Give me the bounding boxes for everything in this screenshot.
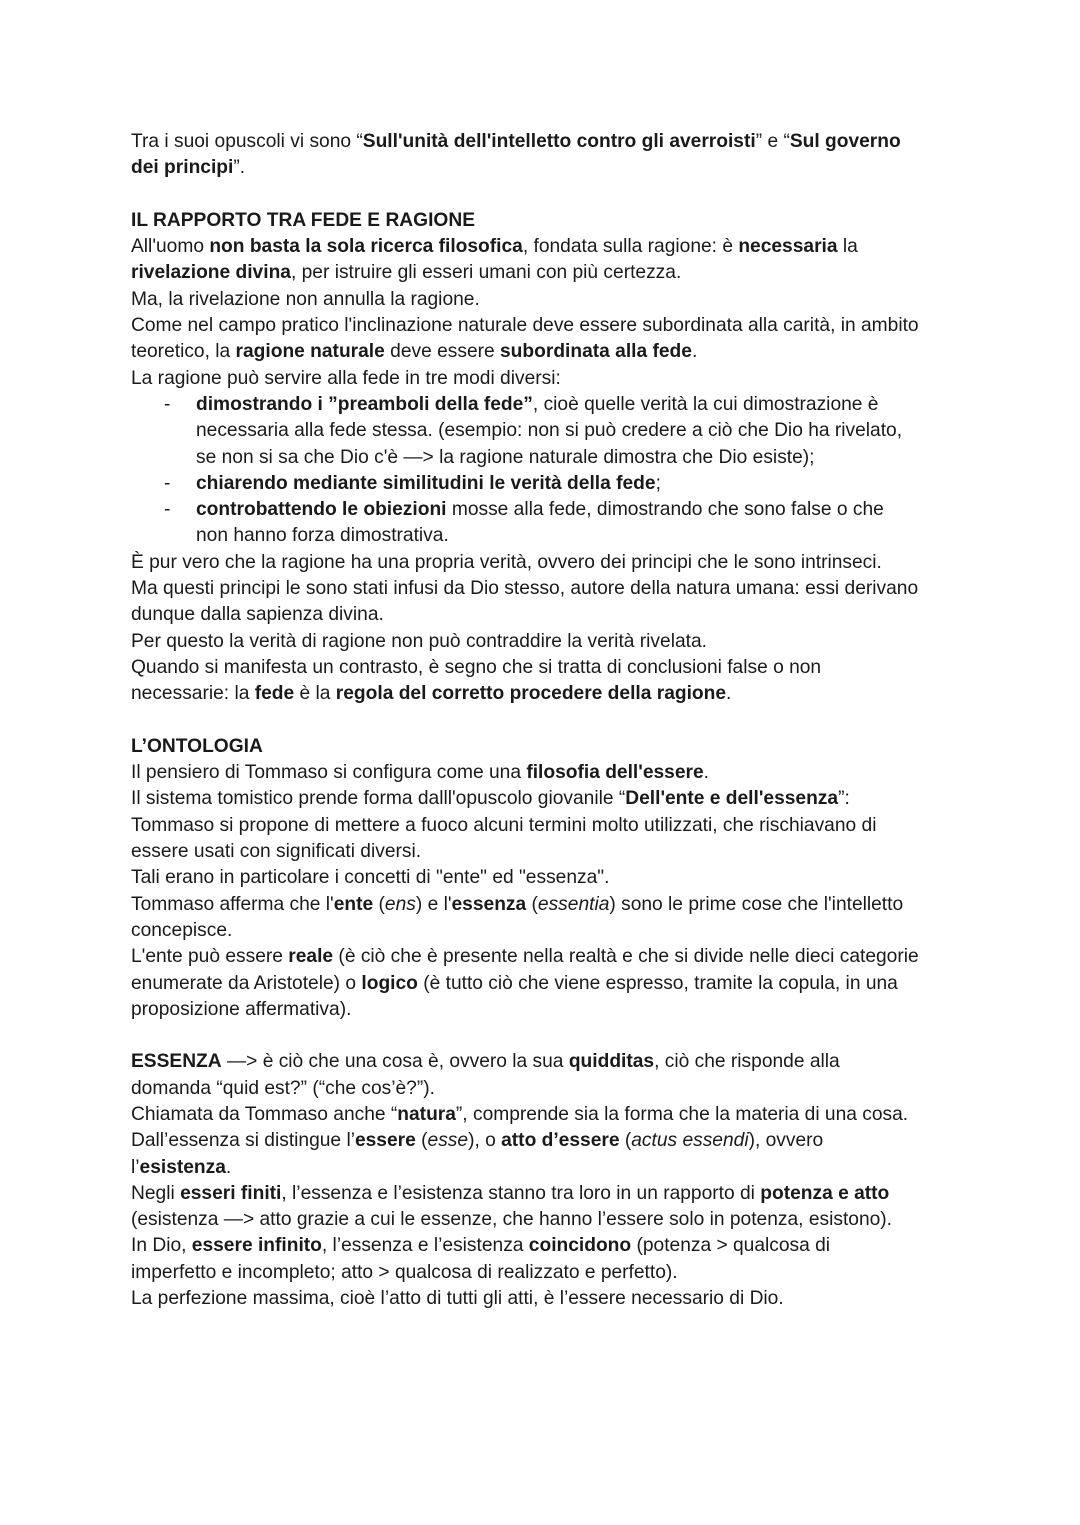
list-item: - chiarendo mediante similitudini le verità della fede; bbox=[131, 471, 961, 497]
paragraph-line: La ragione può servire alla fede in tre modi diversi: bbox=[131, 367, 561, 389]
paragraph-line: proposizione affermativa). bbox=[131, 998, 352, 1020]
paragraph-line: Il sistema tomistico prende forma dalll'opuscolo giovanile “Dell'ente e dell'essenza”: bbox=[131, 788, 850, 810]
paragraph-line: Ma questi principi le sono stati infusi da Dio stesso, autore della natura umana: essi derivano bbox=[131, 578, 919, 600]
paragraph-line: In Dio, essere infinito, l’essenza e l’esistenza coincidono (potenza > qualcosa di bbox=[131, 1235, 831, 1257]
list-item: - dimostrando i ”preamboli della fede”, cioè quelle verità la cui dimostrazione è bbox=[131, 392, 961, 418]
paragraph-line: concepisce. bbox=[131, 919, 233, 941]
paragraph-line: Il pensiero di Tommaso si configura come una filosofia dell'essere. bbox=[131, 762, 709, 784]
paragraph-line: Quando si manifesta un contrasto, è segno che si tratta di conclusioni false o non bbox=[131, 656, 822, 678]
paragraph-line: L'ente può essere reale (è ciò che è presente nella realtà e che si divide nelle dieci categorie bbox=[131, 946, 919, 968]
paragraph-line: Negli esseri finiti, l’essenza e l’esistenza stanno tra loro in un rapporto di potenza e atto bbox=[131, 1182, 890, 1204]
section-heading-ontologia: L’ONTOLOGIA bbox=[131, 735, 263, 757]
paragraph-line: essere usati con significati diversi. bbox=[131, 841, 422, 863]
list-item-continuation: se non si sa che Dio c'è —> la ragione naturale dimostra che Dio esiste); bbox=[196, 446, 815, 468]
paragraph-line: È pur vero che la ragione ha una propria verità, ovvero dei principi che le sono intrinseci. bbox=[131, 551, 882, 573]
paragraph-line: teoretico, la ragione naturale deve essere subordinata alla fede. bbox=[131, 341, 698, 363]
paragraph-line: All'uomo non basta la sola ricerca filosofica, fondata sulla ragione: è necessaria la bbox=[131, 236, 858, 258]
paragraph-line: Dall’essenza si distingue l’essere (esse), o atto d’essere (actus essendi), ovvero bbox=[131, 1130, 824, 1152]
paragraph-line: imperfetto e incompleto; atto > qualcosa di realizzato e perfetto). bbox=[131, 1261, 678, 1283]
paragraph-line: La perfezione massima, cioè l’atto di tutti gli atti, è l’essere necessario di Dio. bbox=[131, 1288, 784, 1310]
paragraph-line: necessarie: la fede è la regola del corretto procedere della ragione. bbox=[131, 683, 732, 705]
paragraph-line: Tommaso si propone di mettere a fuoco alcuni termini molto utilizzati, che rischiavano di bbox=[131, 814, 877, 836]
list-dash: - bbox=[164, 393, 171, 415]
paragraph-line: domanda “quid est?” (“che cos’è?”). bbox=[131, 1077, 435, 1099]
section-heading-fede-ragione: IL RAPPORTO TRA FEDE E RAGIONE bbox=[131, 209, 475, 231]
paragraph-line: Come nel campo pratico l'inclinazione naturale deve essere subordinata alla carità, in ambito bbox=[131, 315, 919, 337]
paragraph-line: Tommaso afferma che l'ente (ens) e l'essenza (essentia) sono le prime cose che l'intelletto bbox=[131, 893, 904, 915]
list-dash: - bbox=[164, 499, 171, 521]
paragraph-line: Per questo la verità di ragione non può contraddire la verità rivelata. bbox=[131, 630, 707, 652]
paragraph-line: dei principi”. bbox=[131, 157, 246, 179]
paragraph-line: Tra i suoi opuscoli vi sono “Sull'unità dell'intelletto contro gli averroisti” e “Sul governo bbox=[131, 131, 901, 152]
section-essenza-intro: ESSENZA —> è ciò che una cosa è, ovvero la sua quidditas, ciò che risponde alla bbox=[131, 1051, 840, 1073]
paragraph-line: Chiamata da Tommaso anche “natura”, comprende sia la forma che la materia di una cosa. bbox=[131, 1103, 909, 1125]
list-item-continuation: non hanno forza dimostrativa. bbox=[196, 525, 449, 547]
list-item: - controbattendo le obiezioni mosse alla fede, dimostrando che sono false o che bbox=[131, 497, 961, 523]
document-body bbox=[131, 129, 961, 1312]
paragraph-line: Tali erano in particolare i concetti di "ente" ed "essenza". bbox=[131, 867, 610, 889]
paragraph-line: Ma, la rivelazione non annulla la ragione. bbox=[131, 288, 480, 310]
paragraph-line: rivelazione divina, per istruire gli esseri umani con più certezza. bbox=[131, 262, 682, 284]
paragraph-line: enumerate da Aristotele) o logico (è tutto ciò che viene espresso, tramite la copula, in una bbox=[131, 972, 898, 994]
list-item-continuation: necessaria alla fede stessa. (esempio: non si può credere a ciò che Dio ha rivelato, bbox=[196, 420, 903, 442]
paragraph-line: (esistenza —> atto grazie a cui le essenze, che hanno l’essere solo in potenza, esistono). bbox=[131, 1209, 893, 1231]
paragraph-line: dunque dalla sapienza divina. bbox=[131, 604, 384, 626]
list-dash: - bbox=[164, 472, 171, 494]
paragraph-line: l’esistenza. bbox=[131, 1156, 232, 1178]
